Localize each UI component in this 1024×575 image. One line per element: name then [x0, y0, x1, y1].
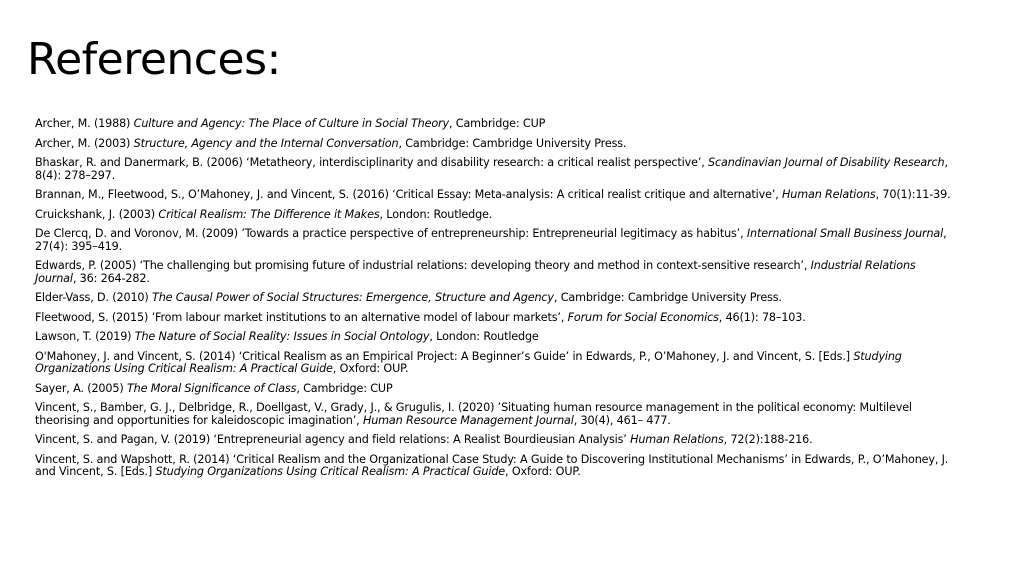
reference-item: [35, 228, 960, 253]
reference-item: [35, 351, 960, 376]
reference-details: , 72(2):188-216.: [723, 433, 813, 446]
reference-source-title: Human Relations: [630, 433, 724, 446]
reference-item: [35, 118, 960, 131]
reference-text: Vincent, S. and Wapshott, R. (2014) ‘Critical Realism and the Organizational Case Study: A Guide to Discovering Institutional Mechanisms’ in Edwards, P., O’Mahoney, J. and Vincent, S. [Eds.]: [35, 452, 949, 478]
reference-details: , Oxford: OUP.: [332, 362, 409, 375]
reference-item: [35, 260, 960, 285]
reference-item: [35, 331, 960, 344]
reference-text: Archer, M. (2003): [35, 136, 134, 150]
reference-item: [35, 434, 960, 447]
reference-source-title: Culture and Agency: The Place of Culture in Social Theory: [133, 117, 449, 130]
reference-text: Bhaskar, R. and Danermark, B. (2006) ‘Metatheory, interdisciplinarity and disability research: a critical realist perspective’,: [35, 156, 709, 169]
reference-details: , 46(1): 78–103.: [718, 310, 806, 324]
reference-item: [35, 209, 960, 222]
reference-item: [35, 454, 960, 479]
reference-source-title: The Nature of Social Reality: Issues in Social Ontology: [134, 330, 430, 343]
reference-details: , Cambridge: Cambridge University Press.: [553, 291, 782, 304]
reference-item: [35, 189, 960, 202]
reference-source-title: Human Relations: [782, 188, 876, 201]
reference-item: [35, 157, 960, 182]
reference-details: , Cambridge: CUP: [296, 381, 393, 395]
reference-text: Vincent, S. and Pagan, V. (2019) ‘Entrepreneurial agency and field relations: A Realist Bourdieusian Analysis’: [35, 433, 631, 446]
reference-item: [35, 292, 960, 305]
reference-details: , Cambridge: Cambridge University Press.: [398, 136, 627, 150]
reference-item: [35, 402, 960, 427]
reference-text: Archer, M. (1988): [35, 117, 134, 130]
reference-text: Edwards, P. (2005) ‘The challenging but promising future of industrial relations: developing theory and method in context-sensitive research’,: [35, 259, 811, 272]
reference-text: Brannan, M., Fleetwood, S., O’Mahoney, J. and Vincent, S. (2016) ‘Critical Essay: Meta-analysis: A critical realist critique and alternative’,: [35, 188, 783, 201]
reference-source-title: The Moral Significance of Class: [126, 381, 297, 395]
reference-details: , 30(4), 461– 477.: [573, 413, 671, 427]
reference-details: , London: Routledge: [429, 330, 539, 343]
reference-list: [35, 118, 960, 486]
reference-details: , 8(4): 278–297.: [35, 156, 948, 182]
reference-source-title: Critical Realism: The Difference it Makes: [158, 207, 380, 221]
reference-details: , Oxford: OUP.: [505, 465, 581, 478]
reference-source-title: Studying Organizations Using Critical Realism: A Practical Guide: [155, 465, 506, 478]
reference-text: Sayer, A. (2005): [35, 381, 127, 395]
reference-text: O'Mahoney, J. and Vincent, S. (2014) ‘Critical Realism as an Empirical Project: A Beginner’s Guide’ in Edwards, P., O’Mahoney, J. and Vincent, S. [Eds.]: [35, 349, 854, 363]
reference-source-title: Studying Organizations Using Critical Realism: A Practical Guide: [35, 349, 902, 375]
reference-source-title: Forum for Social Economics: [567, 310, 719, 324]
reference-source-title: Industrial Relations Journal: [35, 259, 916, 285]
reference-text: De Clercq, D. and Voronov, M. (2009) ’Towards a practice perspective of entrepreneurship: Entrepreneurial legitimacy as habitus’,: [35, 227, 747, 240]
reference-details: , London: Routledge.: [379, 207, 493, 221]
reference-item: [35, 383, 960, 396]
reference-source-title: The Causal Power of Social Structures: Emergence, Structure and Agency: [152, 291, 554, 304]
reference-source-title: International Small Business Journal: [746, 227, 944, 240]
slide-title: References:: [27, 34, 281, 85]
reference-text: Elder-Vass, D. (2010): [35, 291, 153, 304]
reference-source-title: Human Resource Management Journal: [362, 413, 574, 427]
reference-text: Lawson, T. (2019): [35, 330, 135, 343]
reference-source-title: Scandinavian Journal of Disability Research: [708, 156, 945, 169]
reference-text: Cruickshank, J. (2003): [35, 207, 159, 221]
reference-item: [35, 312, 960, 325]
reference-item: [35, 138, 960, 151]
reference-details: , 36: 264-282.: [72, 271, 150, 285]
reference-text: Vincent, S., Bamber, G. J., Delbridge, R., Doellgast, V., Grady, J., & Grugulis, I. (2020) ’Situating human resource management in the political economy: Multilevel theorising and opportunities for kaleidoscopic imagination’,: [35, 401, 912, 427]
reference-details: , 70(1):11-39.: [875, 188, 951, 201]
reference-source-title: Structure, Agency and the Internal Conversation: [133, 136, 399, 150]
reference-details: , Cambridge: CUP: [448, 117, 546, 130]
reference-text: Fleetwood, S. (2015) ’From labour market institutions to an alternative model of labour markets’,: [35, 310, 568, 324]
reference-details: , 27(4): 395–419.: [35, 227, 947, 253]
